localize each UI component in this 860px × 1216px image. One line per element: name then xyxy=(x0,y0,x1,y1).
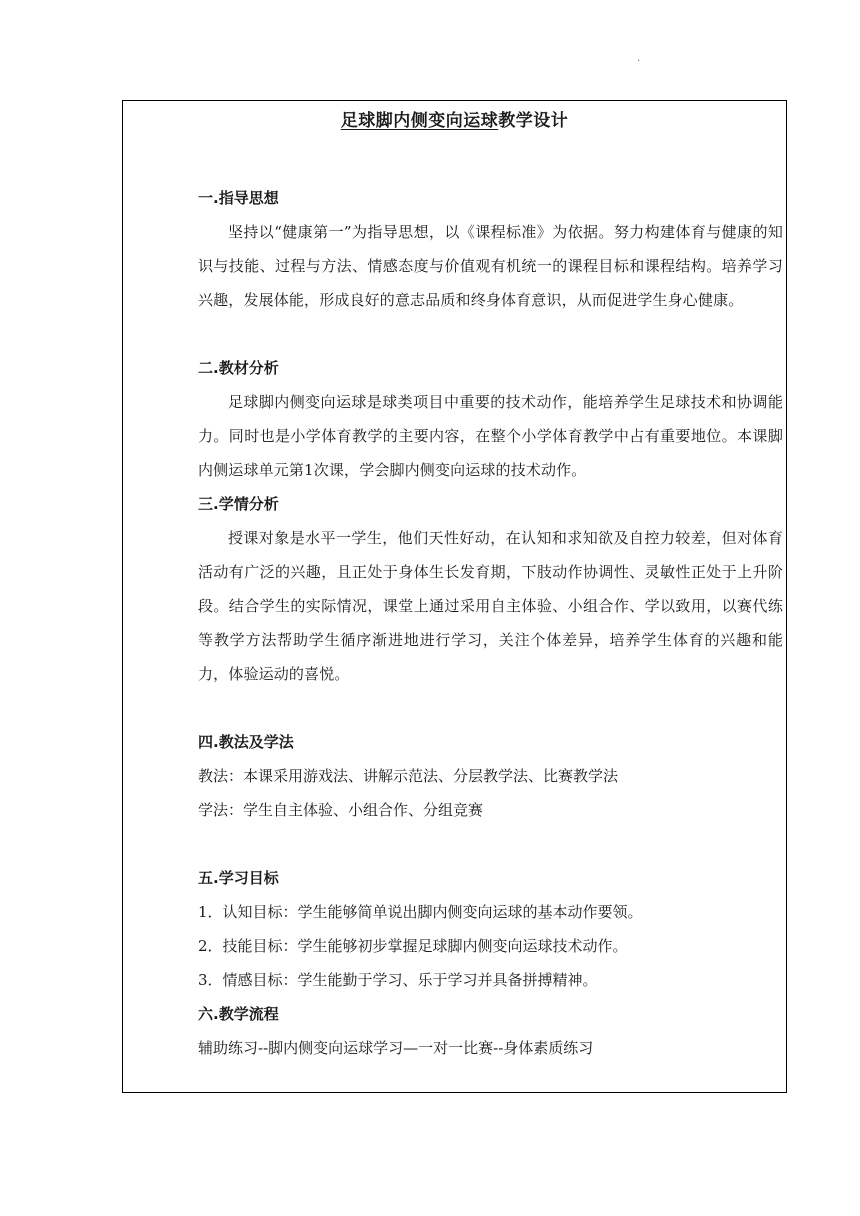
goal-item-cognitive: 1．认知目标：学生能够简单说出脚内侧变向运球的基本动作要领。 xyxy=(198,903,643,921)
section-heading-teaching-flow: 六.教学流程 xyxy=(198,1005,279,1023)
document-title xyxy=(123,109,786,133)
goal-item-emotional: 3．情感目标：学生能勤于学习、乐于学习并具备拼搏精神。 xyxy=(198,971,598,989)
section-heading-methods: 四.教法及学法 xyxy=(198,733,294,751)
learning-method-line: 学法：学生自主体验、小组合作、分组竞赛 xyxy=(198,801,484,819)
document-frame xyxy=(122,100,787,1093)
guiding-ideology-paragraph: 坚持以“健康第一”为指导思想，以《课程标准》为依据。努力构建体育与健康的知识与技能、过程与方法、情感态度与价值观有机统一的课程目标和课程结构。培养学习兴趣，发展体能，形成良好的意志品质和终身体育意识，从而促进学生身心健康。 xyxy=(198,223,783,309)
section-heading-learning-goals: 五.学习目标 xyxy=(198,869,279,887)
title-rest: 教学设计 xyxy=(498,111,569,131)
page-mark: · xyxy=(637,56,641,67)
section-heading-student-analysis: 三.学情分析 xyxy=(198,495,279,513)
material-analysis-paragraph: 足球脚内侧变向运球是球类项目中重要的技术动作，能培养学生足球技术和协调能力。同时也是小学体育教学的主要内容，在整个小学体育教学中占有重要地位。本课脚内侧运球单元第1次课，学会脚内侧变向运球的技术动作。 xyxy=(198,393,783,479)
goal-item-skill: 2．技能目标：学生能够初步掌握足球脚内侧变向运球技术动作。 xyxy=(198,937,628,955)
teaching-flow-line: 辅助练习--脚内侧变向运球学习—一对一比赛--身体素质练习 xyxy=(198,1039,594,1057)
section-heading-material-analysis: 二.教材分析 xyxy=(198,359,279,377)
teaching-method-line: 教法：本课采用游戏法、讲解示范法、分层教学法、比赛教学法 xyxy=(198,767,619,785)
document-body xyxy=(198,181,783,1065)
section-heading-guiding-ideology: 一.指导思想 xyxy=(198,189,279,207)
student-analysis-paragraph: 授课对象是水平一学生，他们天性好动，在认知和求知欲及自控力较差，但对体育活动有广泛的兴趣，且正处于身体生长发育期，下肢动作协调性、灵敏性正处于上升阶段。结合学生的实际情况，课堂上通过采用自主体验、小组合作、学以致用，以赛代练等教学方法帮助学生循序渐进地进行学习，关注个体差异，培养学生体育的兴趣和能力，体验运动的喜悦。 xyxy=(198,529,783,683)
title-underlined-part: 足球脚内侧变向运球 xyxy=(340,111,499,131)
